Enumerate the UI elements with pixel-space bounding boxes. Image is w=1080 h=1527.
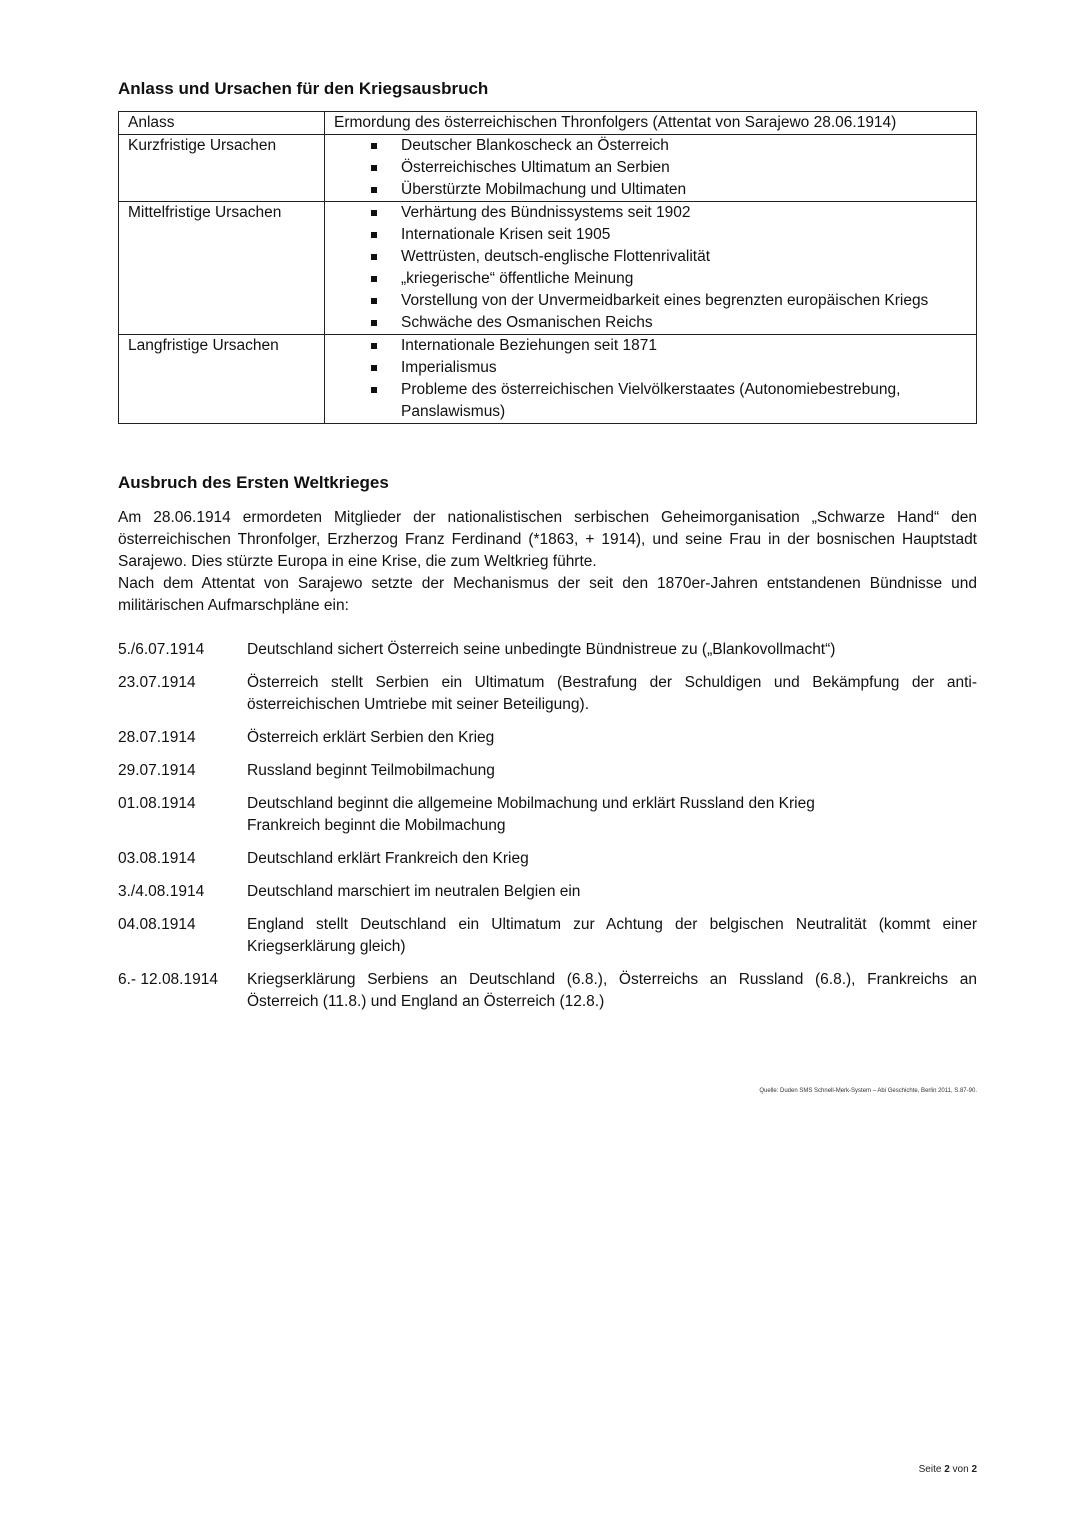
intro-paragraph xyxy=(118,507,977,617)
list-item: Verhärtung des Bündnissystems seit 1902 xyxy=(371,202,967,224)
list-item: Internationale Beziehungen seit 1871 xyxy=(371,335,967,357)
timeline-date: 6.- 12.08.1914 xyxy=(118,971,218,988)
bullet-square-icon xyxy=(371,165,377,171)
timeline xyxy=(118,639,977,1024)
bullet-square-icon xyxy=(371,210,377,216)
list-item: Probleme des österreichischen Vielvölkerstaates (Autonomiebestrebung, Panslawismus) xyxy=(371,379,967,423)
section-title-outbreak: Ausbruch des Ersten Weltkrieges xyxy=(118,473,389,492)
list-item: Überstürzte Mobilmachung und Ultimaten xyxy=(371,179,967,201)
timeline-entry xyxy=(118,639,977,661)
bullet-list xyxy=(325,335,967,423)
list-item: Schwäche des Osmanischen Reichs xyxy=(371,312,967,334)
timeline-entry xyxy=(118,969,977,1013)
timeline-text: Deutschland erklärt Frankreich den Krieg xyxy=(247,850,529,867)
row-label: Langfristige Ursachen xyxy=(119,335,325,424)
timeline-text: Russland beginnt Teilmobilmachung xyxy=(247,762,495,779)
timeline-date: 04.08.1914 xyxy=(118,916,196,933)
timeline-date: 5./6.07.1914 xyxy=(118,641,205,658)
bullet-list xyxy=(325,202,967,334)
section-title-causes: Anlass und Ursachen für den Kriegsausbruch xyxy=(118,79,489,98)
table-row-anlass xyxy=(119,112,977,135)
table-row-mittelfristig xyxy=(119,202,977,335)
timeline-date: 29.07.1914 xyxy=(118,762,196,779)
timeline-entry xyxy=(118,760,977,782)
causes-table xyxy=(118,111,977,424)
bullet-square-icon xyxy=(371,365,377,371)
list-item: Imperialismus xyxy=(371,357,967,379)
bullet-square-icon xyxy=(371,387,377,393)
intro-paragraph-2: Nach dem Attentat von Sarajewo setzte der Mechanismus der seit den 1870er-Jahren entstandenen Bündnisse und militärischen Aufmarschpläne ein: xyxy=(118,575,977,614)
bullet-list xyxy=(325,135,967,201)
timeline-text: Deutschland sichert Österreich seine unbedingte Bündnistreue zu („Blankovollmacht“) xyxy=(247,641,836,658)
row-label: Anlass xyxy=(119,112,325,135)
timeline-entry xyxy=(118,848,977,870)
list-item: Deutscher Blankoscheck an Österreich xyxy=(371,135,967,157)
bullet-square-icon xyxy=(371,232,377,238)
timeline-entry xyxy=(118,727,977,749)
list-item: Österreichisches Ultimatum an Serbien xyxy=(371,157,967,179)
bullet-square-icon xyxy=(371,298,377,304)
timeline-text: Deutschland marschiert im neutralen Belgien ein xyxy=(247,883,581,900)
bullet-square-icon xyxy=(371,276,377,282)
source-citation: Quelle: Duden SMS Schnell-Merk-System – Abi Geschichte, Berlin 2011, S.87-90. xyxy=(759,1088,977,1094)
list-item: Wettrüsten, deutsch-englische Flottenrivalität xyxy=(371,246,967,268)
timeline-entry xyxy=(118,881,977,903)
timeline-date: 3./4.08.1914 xyxy=(118,883,205,900)
row-text: Ermordung des österreichischen Thronfolgers (Attentat von Sarajewo 28.06.1914) xyxy=(325,112,977,135)
timeline-date: 23.07.1914 xyxy=(118,674,196,691)
timeline-date: 28.07.1914 xyxy=(118,729,196,746)
timeline-text: Deutschland beginnt die allgemeine Mobilmachung und erklärt Russland den Krieg Frankreich beginnt die Mobilmachung xyxy=(247,795,815,834)
list-item: Vorstellung von der Unvermeidbarkeit eines begrenzten europäischen Kriegs xyxy=(371,290,967,312)
timeline-entry xyxy=(118,793,977,837)
page-number: Seite 2 von 2 xyxy=(918,1464,977,1475)
timeline-text: Kriegserklärung Serbiens an Deutschland (6.8.), Österreichs an Russland (6.8.), Frankreichs an Österreich (11.8.) und England an Österreich (12.8.) xyxy=(247,971,977,1010)
bullet-square-icon xyxy=(371,254,377,260)
list-item: Internationale Krisen seit 1905 xyxy=(371,224,967,246)
timeline-entry xyxy=(118,672,977,716)
row-label: Kurzfristige Ursachen xyxy=(119,135,325,202)
intro-paragraph-1: Am 28.06.1914 ermordeten Mitglieder der nationalistischen serbischen Geheimorganisation „Schwarze Hand“ den österreichischen Thronfolger, Erzherzog Franz Ferdinand (*1863, + 1914), und seine Frau in der bosnischen Hauptstadt Sarajewo. Dies stürzte Europa in eine Krise, die zum Weltkrieg führte. xyxy=(118,509,977,570)
table-row-langfristig xyxy=(119,335,977,424)
timeline-text: Österreich erklärt Serbien den Krieg xyxy=(247,729,495,746)
bullet-square-icon xyxy=(371,343,377,349)
bullet-square-icon xyxy=(371,320,377,326)
bullet-square-icon xyxy=(371,187,377,193)
timeline-date: 01.08.1914 xyxy=(118,795,196,812)
list-item: „kriegerische“ öffentliche Meinung xyxy=(371,268,967,290)
timeline-text: England stellt Deutschland ein Ultimatum zur Achtung der belgischen Neutralität (kommt einer Kriegserklärung gleich) xyxy=(247,916,977,955)
timeline-text: Österreich stellt Serbien ein Ultimatum (Bestrafung der Schuldigen und Bekämpfung der anti- österreichischen Umtriebe mit seiner Beteiligung). xyxy=(247,674,977,713)
bullet-square-icon xyxy=(371,143,377,149)
table-row-kurzfristig xyxy=(119,135,977,202)
timeline-entry xyxy=(118,914,977,958)
row-label: Mittelfristige Ursachen xyxy=(119,202,325,335)
timeline-date: 03.08.1914 xyxy=(118,850,196,867)
